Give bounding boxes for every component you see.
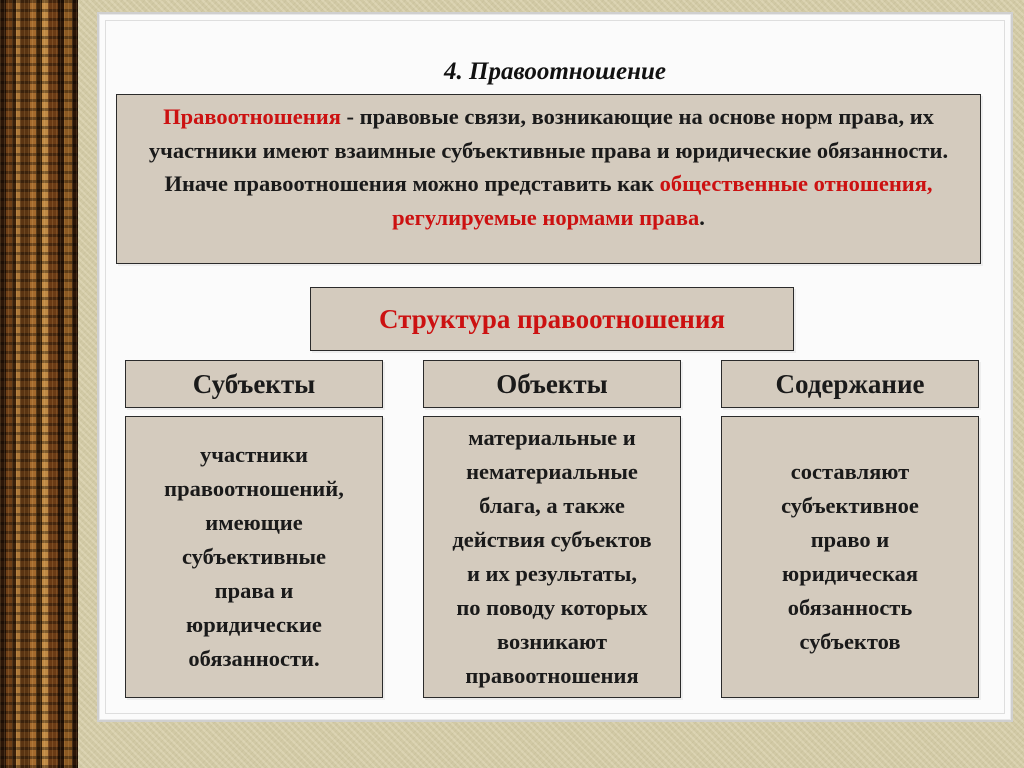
content-heading: Содержание xyxy=(775,368,925,399)
structure-title: Структура правоотношения xyxy=(378,303,726,334)
description-line: правоотношений, xyxy=(164,476,344,501)
definition-term: Правоотношения xyxy=(163,104,341,129)
description-line: юридическая xyxy=(782,561,918,586)
definition-text: - правовые связи, возникающие на основе норм права, их участники имеют взаимные субъективные права и юридические обязанности. Иначе правоотношения можно представить как xyxy=(148,104,949,196)
description-line: по поводу которых xyxy=(456,595,648,620)
structure-title-box xyxy=(310,287,794,351)
description-line: субъектов xyxy=(799,629,901,654)
decorative-wood-strip xyxy=(0,0,78,768)
objects-heading: Объекты xyxy=(496,368,608,399)
definition-highlight: общественные отношения, регулируемые нормами права xyxy=(392,171,933,230)
description-line: правоотношения xyxy=(465,663,639,688)
subjects-description xyxy=(164,438,344,676)
objects-description-box xyxy=(423,416,681,698)
definition-end: . xyxy=(699,204,705,230)
description-line: имеющие xyxy=(205,510,303,535)
description-line: составляют xyxy=(790,459,910,484)
description-line: субъективные xyxy=(181,544,327,569)
objects-heading-box xyxy=(423,360,681,408)
slide-title: 4. Правоотношение xyxy=(444,58,666,85)
description-line: действия субъектов xyxy=(452,527,652,552)
description-line: блага, а также xyxy=(479,493,625,518)
description-line: обязанность xyxy=(787,595,913,620)
definition-box xyxy=(116,94,981,264)
content-description xyxy=(781,455,919,659)
content-heading-box xyxy=(721,360,979,408)
description-line: нематериальные xyxy=(466,459,638,484)
description-line: права и xyxy=(214,578,294,603)
description-line: юридические xyxy=(186,612,322,637)
subjects-description-box xyxy=(125,416,383,698)
subjects-heading-box xyxy=(125,360,383,408)
description-line: участники xyxy=(199,442,309,467)
description-line: и их результаты, xyxy=(466,561,638,586)
description-line: материальные и xyxy=(468,425,636,450)
subjects-heading: Субъекты xyxy=(192,368,316,399)
content-description-box xyxy=(721,416,979,698)
description-line: возникают xyxy=(496,629,608,654)
description-line: право и xyxy=(810,527,890,552)
description-line: обязанности. xyxy=(188,646,320,671)
objects-description xyxy=(452,421,651,693)
description-line: субъективное xyxy=(781,493,919,518)
